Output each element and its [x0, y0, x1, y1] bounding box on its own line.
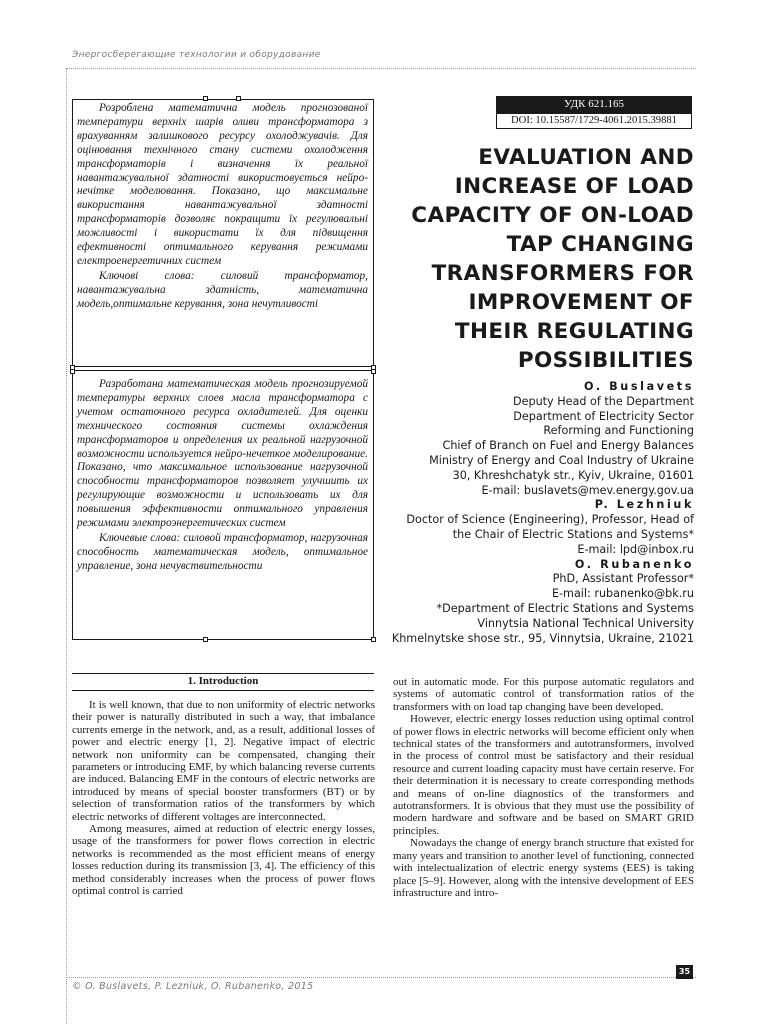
title-line: INCREASE OF LOAD: [454, 174, 694, 199]
title-line: POSSIBILITIES: [517, 348, 694, 373]
header-rule: [66, 68, 696, 69]
running-head: Энергосберегающие технологии и оборудование: [72, 50, 321, 60]
section-rule: [72, 690, 374, 691]
author-affiliation-line: Vinnytsia National Technical University: [477, 616, 694, 630]
frame-handle: [203, 637, 208, 642]
body-paragraph: out in automatic mode. For this purpose automatic regulators and systems of automatic control of transformation ratios of the transformers with on load tap changing have been developed.: [393, 676, 694, 713]
body-column-right: [393, 676, 694, 899]
author-name: P. Lezhniuk: [594, 498, 694, 512]
title-line: THEIR REGULATING: [454, 319, 694, 344]
frame-handle: [236, 96, 241, 101]
author-name: O. Rubanenko: [574, 557, 694, 571]
page-number: 35: [676, 965, 693, 979]
section-rule: [72, 673, 374, 674]
margin-rule: [66, 68, 67, 1024]
keywords-russian: Ключевые слова: силовой трансформатор, нагрузочная способность математическая модель, оптимальное управление, зона нечувствительности: [77, 531, 368, 572]
abstract-box-ukrainian: [72, 99, 374, 367]
section-heading-introduction: 1. Introduction: [187, 675, 259, 687]
author-affiliation-line: the Chair of Electric Stations and Systems*: [452, 527, 694, 541]
body-paragraph: However, electric energy losses reduction using optimal control of power flows in electric networks will become efficient only when technical states of the transformers and autotransformers, involved in the process of control must be satisfactory and their residual resource and current loading capacity must have certain reserve. For their determination it is necessary to create corresponding methods and means of on-line diagnostics of the transformers and autotransformers. It is obvious that they must use the possibility of modern hardware and software and be based on SMART GRID principles.: [393, 713, 694, 837]
author-email[interactable]: E-mail: rubanenko@bk.ru: [551, 587, 694, 601]
title-line: EVALUATION AND: [478, 145, 694, 170]
body-paragraph: Nowadays the change of energy branch structure that existed for many years and transition to another level of functioning, connected with intelectualization of electric energy systems (EES) is taking place [5–9]. However, along with the intensive development of EES infrastructure and intro-: [393, 837, 694, 899]
doi-label: DOI: 10.15587/1729-4061.2015.39881: [496, 113, 692, 129]
author-email[interactable]: E-mail: lpd@inbox.ru: [577, 542, 694, 556]
abstract-text-ukrainian: Розроблена математична модель прогнозованої температури верхніх шарів оливи трансформатора з врахуванням залишкового ресурсу охолоджувачів. Для оцінювання технічного стану системи охолодження трансформаторів і визначення їх реальної навантажувальної здатності використовується нейро-нечітке моделювання. Показано, що максимальне використання навантажувальної здатності трансформаторів дозволяє покращити їх регулювальні можливості і використати їх для підвищення ефективності оптимального керування режимами електроенергетичних систем: [77, 102, 368, 267]
title-line: IMPROVEMENT OF: [468, 290, 694, 315]
title-line: CAPACITY OF ON-LOAD: [411, 203, 694, 228]
author-affiliation-line: *Department of Electric Stations and Systems: [436, 601, 694, 615]
frame-handle: [70, 369, 75, 374]
author-affiliation-line: PhD, Assistant Professor*: [552, 572, 694, 586]
authors-block: [354, 380, 694, 646]
title-line: TAP CHANGING: [506, 232, 694, 257]
author-affiliation-line: Reforming and Functioning: [543, 424, 694, 438]
udc-label: УДК 621.165: [496, 96, 692, 113]
title-line: TRANSFORMERS FOR: [431, 261, 694, 286]
author-name: O. Buslavets: [583, 380, 694, 393]
article-title: [364, 143, 694, 375]
footer-rule: [66, 977, 696, 978]
author-email[interactable]: E-mail: buslavets@mev.energy.gov.ua: [481, 483, 694, 497]
author-affiliation-line: 30, Khreshchatyk str., Kyiv, Ukraine, 01601: [452, 468, 694, 482]
copyright-notice: © O. Buslavets, P. Lezniuk, O. Rubanenko, 2015: [72, 981, 314, 992]
abstract-box-russian: [72, 370, 374, 640]
body-paragraph: Among measures, aimed at reduction of electric energy losses, usage of the transformers for power flows correction in electric networks is recommended as the most efficient means of energy losses reduction during its transmission [3, 4]. The efficiency of this method considerably increases when the process of power flows optimal control is carried: [72, 823, 375, 898]
body-paragraph: It is well known, that due to non uniformity of electric networks their power is naturally distributed in such a way, that imbalance currents emerge in the network, and, as a result, additional losses of power and electric energy [1, 2]. Negative impact of electric network non uniformity can be compensated, changing their parameters or introducing EMF, by which balancing reverse currents are induced. Balancing EMF in the contours of electric networks are introduced by means of special booster transformers (BT) or by selection of transformation ratios of the transformers by which electric networks of different voltages are interconnected.: [72, 699, 375, 823]
author-affiliation-line: Ministry of Energy and Coal Industry of Ukraine: [429, 453, 694, 467]
author-affiliation-line: Chief of Branch on Fuel and Energy Balances: [442, 439, 694, 453]
keywords-ukrainian: Ключові слова: силовий трансформатор, навантажувальна здатність, математична модель,оптимальне керування, зона нечутливості: [77, 269, 368, 310]
author-affiliation-line: Department of Electricity Sector: [513, 409, 694, 423]
frame-handle: [203, 96, 208, 101]
author-affiliation-line: Deputy Head of the Department: [512, 394, 694, 408]
abstract-text-russian: Разработана математическая модель прогнозируемой температуры верхних слоев масла трансформатора с учетом остаточного ресурса охладителей. Для оценки технического состояния системы охлаждения трансформаторов и определения их реальной нагрузочной возможности используется нейро-нечеткое моделирование. Показано, что максимальное использование нагрузочной способности трансформаторов позволяет улучшить их регулирующие возможности и использовать их для повышения эффективности оптимального управления режимами электроэнергетических систем: [77, 378, 368, 530]
body-column-left: [72, 699, 375, 898]
author-affiliation-line: Doctor of Science (Engineering), Professor, Head of: [406, 513, 694, 527]
author-affiliation-line: Khmelnytske shose str., 95, Vinnytsia, Ukraine, 21021: [391, 631, 694, 645]
